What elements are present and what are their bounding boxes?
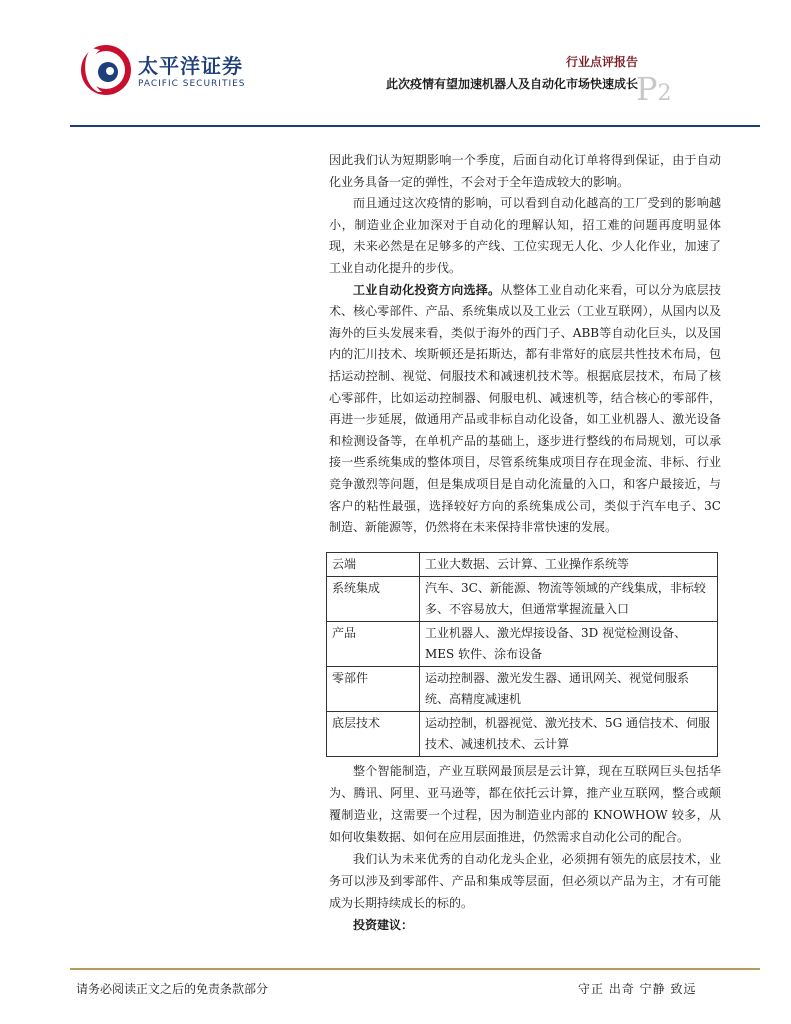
logo-english-name: PACIFIC SECURITIES xyxy=(138,79,246,89)
table-value-cell: 工业机器人、激光焊接设备、3D 视觉检测设备、MES 软件、涂布设备 xyxy=(420,622,718,667)
table-value-cell: 汽车、3C、新能源、物流等领域的产线集成，非标较多、不容易放大，但通常掌握流量入口 xyxy=(420,577,718,622)
pacific-logo-icon xyxy=(78,42,134,98)
table-row xyxy=(327,577,718,622)
paragraph-1: 因此我们认为短期影响一个季度，后面自动化订单将得到保证，由于自动化业务具备一定的弹性，不会对于全年造成较大的影响。 xyxy=(329,153,721,189)
company-motto: 守正 出奇 宁静 致远 xyxy=(578,982,697,996)
paragraph-3-text: 从整体工业自动化来看，可以分为底层技术、核心零部件、产品、系统集成以及工业云（工业互联网），从国内以及海外的巨头发展来看，类似于海外的西门子、ABB等自动化巨头，以及国内的汇川技术、埃斯顿还是拓斯达，都有非常好的底层共性技术布局，包括运动控制、视觉、伺服技术和减速机技术等。根据底层技术，布局了核心零部件，比如运动控制器、伺服电机、减速机等，结合核心的零部件，再进一步延展，做通用产品或非标自动化设备，如工业机器人、激光设备和检测设备等，在单机产品的基础上，逐步进行整线的布局规划，可以承接一些系统集成的整体项目，尽管系统集成项目存在现金流、非标、行业竞争激烈等问题，但是集成项目是自动化流量的入口，和客户最接近，与客户的粘性最强，选择较好方向的系统集成公司，类似于汽车电子、3C 制造、新能源等，仍然将在未来保持非常快速的发展。 xyxy=(329,282,721,535)
footer-divider xyxy=(70,968,760,970)
header-divider xyxy=(70,125,760,127)
page-number xyxy=(636,70,672,108)
investment-advice-heading: 投资建议： xyxy=(353,918,414,932)
automation-structure-table xyxy=(326,552,718,757)
table-value-cell: 运动控制器、激光发生器、通讯网关、视觉伺服系统、高精度减速机 xyxy=(420,667,718,712)
table-label-cell: 零部件 xyxy=(327,667,420,712)
table-value-cell: 工业大数据、云计算、工业操作系统等 xyxy=(420,553,718,577)
paragraph-3-lead: 工业自动化投资方向选择。 xyxy=(353,282,501,297)
body-text-2 xyxy=(329,760,721,936)
paragraph-4: 整个智能制造，产业互联网最顶层是云计算，现在互联网巨头包括华为、腾讯、阿里、亚马逊等，都在依托云计算，推产业互联网，整合或颠覆制造业，这需要一个过程，因为制造业内部的 KNOWHOW 较多，从如何收集数据、如何在应用层面推进，仍然需求自动化公司的配合。 xyxy=(329,764,721,844)
table-row xyxy=(327,622,718,667)
table-label-cell: 底层技术 xyxy=(327,712,420,757)
logo-chinese-name: 太平洋证券 xyxy=(138,54,243,78)
table-value-cell: 运动控制，机器视觉、激光技术、5G 通信技术、伺服技术、减速机技术、云计算 xyxy=(420,712,718,757)
table-row xyxy=(327,553,718,577)
page-prefix: P xyxy=(636,70,658,108)
page-number-digit: 2 xyxy=(657,81,672,106)
company-logo xyxy=(78,42,258,98)
paragraph-5: 我们认为未来优秀的自动化龙头企业，必须拥有领先的底层技术，业务可以涉及到零部件、产品和集成等层面，但必须以产品为主，才有可能成为长期持续成长的标的。 xyxy=(329,852,721,910)
table-label-cell: 云端 xyxy=(327,553,420,577)
table-row xyxy=(327,667,718,712)
disclaimer-text: 请务必阅读正文之后的免责条款部分 xyxy=(76,982,269,996)
table-label-cell: 系统集成 xyxy=(327,577,420,622)
report-title: 此次疫情有望加速机器人及自动化市场快速成长 xyxy=(385,77,638,91)
table-label-cell: 产品 xyxy=(327,622,420,667)
paragraph-2: 而且通过这次疫情的影响，可以看到自动化越高的工厂受到的影响越小，制造业企业加深对于自动化的理解认知，招工难的问题再度明显体现，未来必然是在足够多的产线、工位实现无人化、少人化作业，加速了工业自动化提升的步伐。 xyxy=(329,196,721,275)
paragraph-3 xyxy=(329,280,721,539)
report-type: 行业点评报告 xyxy=(565,55,638,69)
table-row xyxy=(327,712,718,757)
body-text xyxy=(329,150,721,539)
